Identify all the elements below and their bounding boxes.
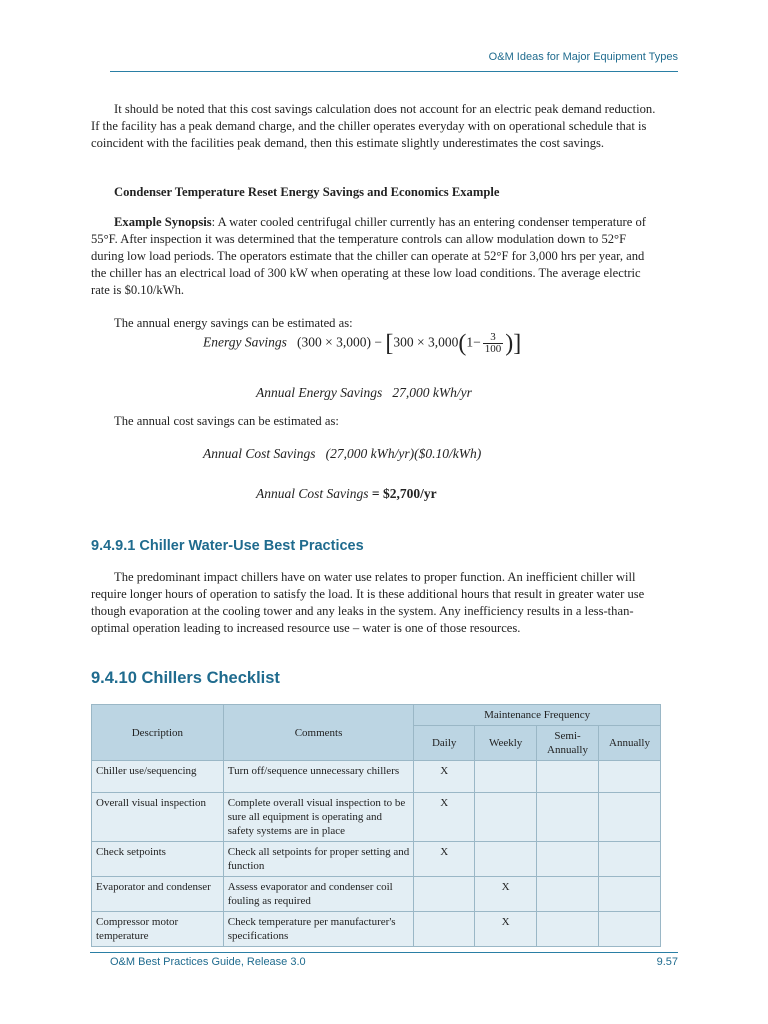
eq4-value: = $2,700/yr	[368, 486, 437, 501]
row-daily: X	[414, 842, 475, 877]
eq3-label: Annual Cost Savings	[203, 446, 316, 461]
header-comments: Comments	[223, 705, 414, 761]
table-row	[92, 877, 661, 912]
header-maintenance-frequency: Maintenance Frequency	[414, 705, 661, 726]
eq1-part1: (300 × 3,000) −	[296, 334, 386, 350]
row-daily	[414, 912, 475, 947]
row-semi	[537, 793, 599, 842]
note-paragraph: It should be noted that this cost savings calculation does not account for an electric peak demand reduction. If the facility has a peak demand charge, and the chiller operates everyday with on operational schedule that is coincident with the facilities peak demand, then this estimate slightly underestimates the cost savings.	[91, 102, 656, 150]
table-row	[92, 912, 661, 947]
row-weekly	[475, 793, 537, 842]
cost-equation	[203, 446, 481, 462]
header-annually: Annually	[599, 726, 661, 761]
synopsis-label: Example Synopsis	[114, 215, 212, 229]
row-description: Compressor motor temperature	[92, 912, 224, 947]
footer-rule	[90, 952, 678, 953]
header-description: Description	[92, 705, 224, 761]
header-semi-annually: Semi- Annually	[537, 726, 599, 761]
row-weekly: X	[475, 877, 537, 912]
row-weekly: X	[475, 912, 537, 947]
row-comment: Check all setpoints for proper setting and function	[223, 842, 414, 877]
eq1-label: Energy Savings	[203, 334, 287, 350]
example-title: Condenser Temperature Reset Energy Savings and Economics Example	[114, 185, 500, 199]
header-daily: Daily	[414, 726, 475, 761]
eq1-frac-den: 100	[484, 343, 502, 355]
eq1-part2: 300 × 3,000	[393, 334, 459, 350]
eq2-value: 27,000 kWh/yr	[392, 385, 472, 400]
row-weekly	[475, 842, 537, 877]
row-description: Chiller use/sequencing	[92, 761, 224, 793]
row-comment: Assess evaporator and condenser coil fouling as required	[223, 877, 414, 912]
row-semi	[537, 842, 599, 877]
annual-cost-equation	[256, 486, 437, 502]
eq1-frac-num: 3	[483, 332, 504, 344]
running-header: O&M Ideas for Major Equipment Types	[488, 51, 678, 63]
synopsis-paragraph	[91, 214, 661, 299]
cost-intro: The annual cost savings can be estimated as:	[114, 414, 339, 428]
header-weekly: Weekly	[475, 726, 537, 761]
row-annual	[599, 761, 661, 793]
header-rule	[110, 71, 678, 72]
row-description: Overall visual inspection	[92, 793, 224, 842]
eq2-label: Annual Energy Savings	[256, 385, 383, 400]
row-description: Evaporator and condenser	[92, 877, 224, 912]
energy-intro: The annual energy savings can be estimated as:	[114, 316, 353, 330]
row-description: Check setpoints	[92, 842, 224, 877]
eq3-value: (27,000 kWh/yr)($0.10/kWh)	[325, 446, 482, 461]
table-row	[92, 793, 661, 842]
row-daily: X	[414, 761, 475, 793]
section-heading: 9.4.10 Chillers Checklist	[91, 669, 280, 687]
row-comment: Check temperature per manufacturer's specifications	[223, 912, 414, 947]
row-daily: X	[414, 793, 475, 842]
row-annual	[599, 793, 661, 842]
footer-guide-title: O&M Best Practices Guide, Release 3.0	[110, 956, 306, 968]
table-row	[92, 761, 661, 793]
eq1-fraction	[483, 332, 504, 355]
row-weekly	[475, 761, 537, 793]
row-annual	[599, 842, 661, 877]
row-annual	[599, 912, 661, 947]
page-number: 9.57	[656, 956, 678, 968]
subsection-heading: 9.4.9.1 Chiller Water-Use Best Practices	[91, 538, 364, 554]
chillers-checklist-table	[91, 704, 661, 947]
table-row	[92, 842, 661, 877]
table-header-row	[92, 705, 661, 726]
row-daily	[414, 877, 475, 912]
row-semi	[537, 912, 599, 947]
annual-energy-equation	[256, 385, 472, 401]
row-semi	[537, 761, 599, 793]
water-use-paragraph: The predominant impact chillers have on water use relates to proper function. An inefficient chiller will require longer hours of operation to satisfy the load. It is these additional hours that result in greater water use though evaporation at the cooling tower and any leaks in the system. Any inefficiency results in a less-than-optimal operation leading to increased resource use – water is one of those resources.	[91, 570, 645, 635]
row-comment: Turn off/sequence unnecessary chillers	[223, 761, 414, 793]
energy-equation: Energy Savings (300 × 3,000) − [300 × 3,000(1− $\frac{3}{100}$ )]	[203, 330, 522, 357]
eq4-label: Annual Cost Savings	[256, 486, 369, 501]
row-annual	[599, 877, 661, 912]
synopsis-text: : A water cooled centrifugal chiller currently has an entering condenser temperature of 55°F. After inspection it was determined that the temperature controls can allow modulation down to 52°F during low load periods. The operators estimate that the chiller can operate at 52°F for 3,000 hrs per year, and the chiller has an electrical load of 300 kW when operating at these low load conditions. The average electric rate is $0.10/kWh.	[91, 215, 646, 297]
row-comment: Complete overall visual inspection to be sure all equipment is operating and safety systems are in place	[223, 793, 414, 842]
row-semi	[537, 877, 599, 912]
